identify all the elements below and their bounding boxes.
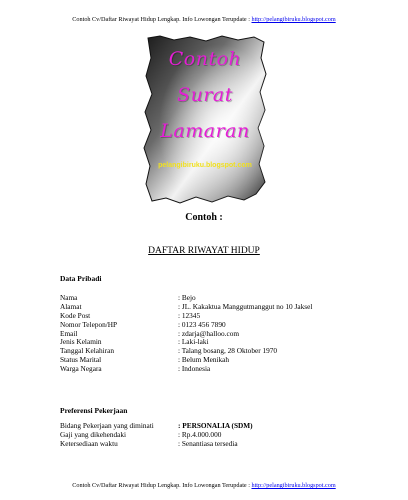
field-value: : zdarja@halloo.com (178, 328, 240, 338)
field-label: Bidang Pekerjaan yang diminati (60, 421, 154, 430)
field-label: Warga Negara (60, 364, 102, 374)
field-value: : Belum Menikah (178, 355, 230, 365)
field-label: Status Marital (60, 355, 102, 365)
field-value: : Senantiasa tersedia (178, 438, 238, 448)
field-value: : Bejo (178, 293, 196, 302)
field-label: Alamat (60, 301, 82, 311)
field-label: Nomor Telepon/HP (60, 319, 118, 329)
field-row (60, 356, 360, 365)
field-value: : 0123 456 7890 (178, 319, 226, 329)
contoh-label: Contoh : (185, 212, 223, 223)
field-label: Jenis Kelamin (60, 337, 102, 347)
field-row (60, 303, 360, 312)
logo-text-line-1: Contoh (168, 48, 242, 70)
page-header (0, 16, 408, 24)
page-footer (0, 482, 408, 490)
header-text: Contoh Cv/Daftar Riwayat Hidup Lengkap. Info Lowongan Terupdate : (72, 16, 252, 23)
footer-blog-link[interactable]: http://pelangibiruku.blogspot.com (251, 482, 336, 489)
field-value: : Talang bosang, 28 Oktober 1970 (178, 346, 278, 356)
footer-text: Contoh Cv/Daftar Riwayat Hidup Lengkap. Info Lowongan Terupdate : (72, 482, 252, 489)
field-row (60, 330, 360, 339)
logo-text-line-2: Surat (177, 84, 233, 106)
field-label: Tanggal Kelahiran (60, 346, 114, 356)
field-label: Kode Post (60, 310, 91, 320)
field-value: : JL. Kakaktua Manggutmanggut no 10 Jaksel (178, 301, 313, 311)
document-title: DAFTAR RIWAYAT HIDUP (148, 246, 260, 256)
field-label: Gaji yang dikehendaki (60, 429, 127, 439)
field-label: Nama (60, 293, 78, 302)
field-label: Email (60, 328, 78, 338)
field-value: : Rp.4.000.000 (178, 429, 222, 439)
preferensi-list (60, 422, 360, 449)
section-heading-preferensi: Preferensi Pekerjaan (60, 406, 128, 415)
logo-text-line-3: Lamaran (160, 120, 250, 142)
data-pribadi-list (60, 294, 360, 374)
field-label: Ketersediaan waktu (60, 438, 118, 448)
field-value: : Indonesia (178, 364, 211, 374)
field-value: : Laki-laki (178, 337, 209, 347)
header-blog-link[interactable]: http://pelangibiruku.blogspot.com (251, 16, 336, 23)
logo-blog-text: pelangibiruku.blogspot.com (158, 162, 252, 169)
field-row (60, 365, 360, 374)
section-heading-data-pribadi: Data Pribadi (60, 274, 102, 283)
field-row (60, 440, 360, 449)
logo-image (140, 34, 270, 206)
field-value: : PERSONALIA (SDM) (178, 421, 253, 430)
field-value: : 12345 (178, 310, 201, 320)
